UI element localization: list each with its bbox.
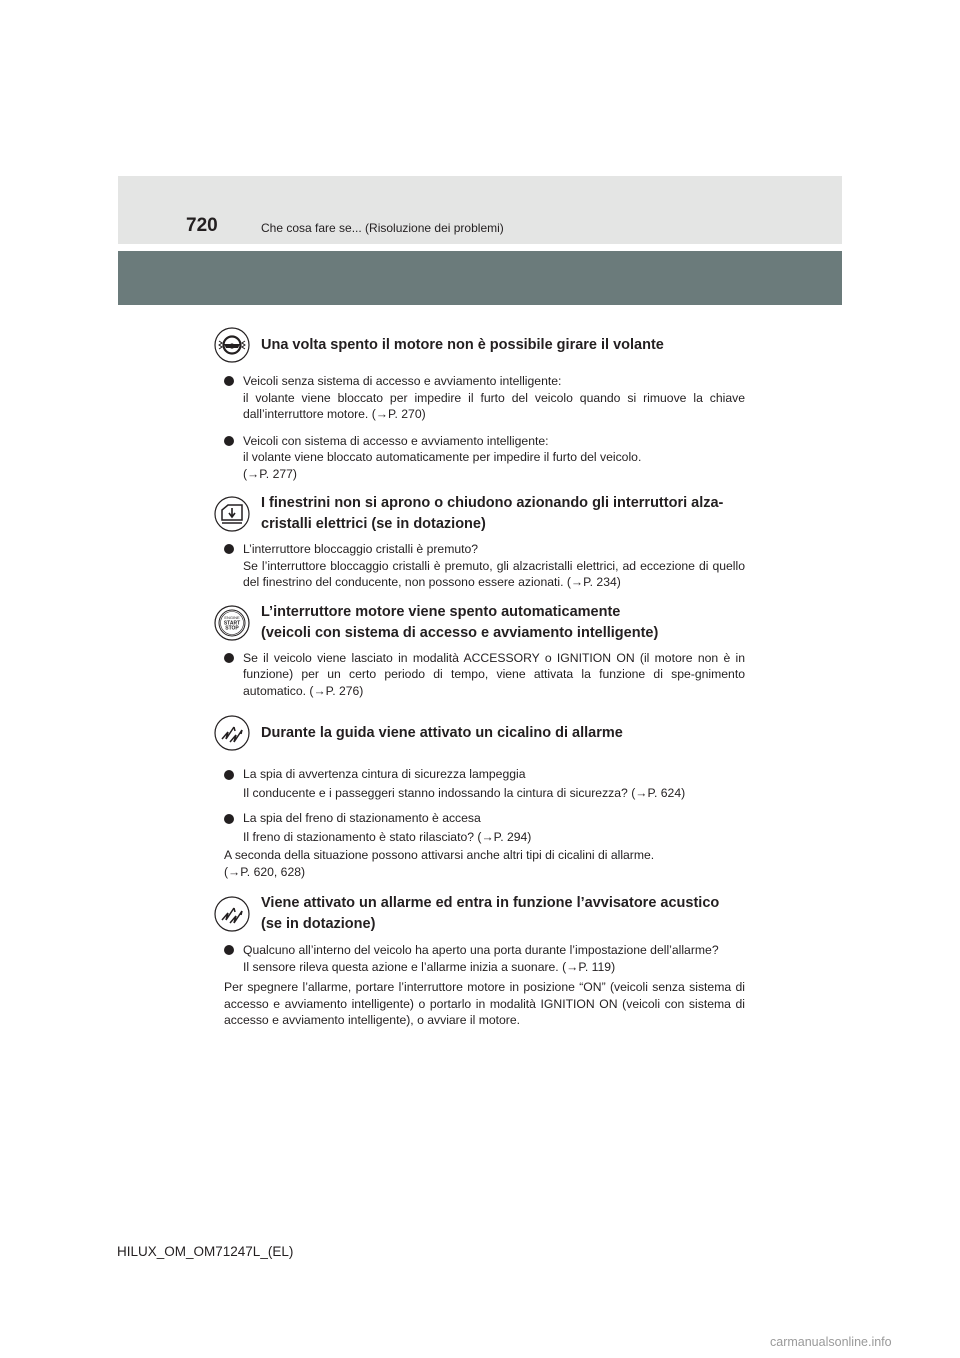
document-code: HILUX_OM_OM71247L_(EL) <box>117 1244 294 1259</box>
bullet-dot <box>224 770 234 780</box>
icon-label-stop: STOP <box>225 625 239 631</box>
section-alarm <box>214 892 745 1029</box>
bullet-item: Qualcuno all’interno del veicolo ha aperto una porta durante l’impostazione dell’allarme? Il sensore rileva questa azione e l’allarme inizia a suonare. (→P. 119) <box>214 942 745 975</box>
chapter-title: Che cosa fare se... (Risoluzione dei problemi) <box>261 221 504 235</box>
icon-label-start: START <box>223 620 241 626</box>
icon-label-engine: ENGINE <box>224 614 240 620</box>
note-paragraph: A seconda della situazione possono attivarsi anche altri tipi di cicalini di allarme. (→P. 620, 628) <box>224 848 655 879</box>
section-heading <box>214 323 745 367</box>
section-heading <box>214 711 745 755</box>
section-engine-switch <box>214 601 745 700</box>
steering-lock-icon <box>214 327 250 363</box>
section-windows <box>214 492 745 591</box>
engine-start-stop-icon <box>214 605 250 641</box>
bullet-item: L’interruttore bloccaggio cristalli è premuto? Se l’interruttore bloccaggio cristalli è premuto, gli alzacristalli elettrici, ad eccezione di quello del finestrino del conducente, non possono essere azionati. (→P. 234) <box>214 541 745 591</box>
bullet-dot <box>224 945 234 955</box>
bullet-item: Se il veicolo viene lasciato in modalità ACCESSORY o IGNITION ON (il motore non è in funzione) per un certo periodo di tempo, viene attivata la funzione di spe-gnimento automatico. (→P. 276) <box>214 650 745 700</box>
bullet-dot <box>224 376 234 386</box>
heading-text: Viene attivato un allarme ed entra in funzione l’avvisatore acustico (se in dotazione) <box>261 895 720 932</box>
bullet-item: Veicoli con sistema di accesso e avviamento intelligente: il volante viene bloccato automaticamente per impedire il furto del veicolo. (→P. 277) <box>214 433 745 483</box>
section-heading <box>214 492 745 536</box>
note-paragraph: Per spegnere l’allarme, portare l’interruttore motore in posizione “ON” (veicoli senza sistema di accesso e avviamento intelligente) o portarlo in modalità IGNITION ON (veicoli con sistema di accesso e avviamento intelligente), o avviare il motore. <box>224 980 745 1027</box>
heading-text: Una volta spento il motore non è possibile girare il volante <box>261 336 664 353</box>
page-content <box>214 323 745 1029</box>
heading-text: I finestrini non si aprono o chiudono azionando gli interruttori alza- cristalli elettrici (se in dotazione) <box>261 495 724 532</box>
alarm-sound-icon <box>214 715 250 751</box>
bullet-item: La spia del freno di stazionamento è accesa Il freno di stazionamento è stato rilasciato? (→P. 294) <box>214 809 745 847</box>
section-buzzer <box>214 711 745 880</box>
bullet-dot <box>224 436 234 446</box>
watermark: carmanualsonline.info <box>770 1335 892 1349</box>
heading-text: Durante la guida viene attivato un cicalino di allarme <box>261 724 623 741</box>
heading-text: L’interruttore motore viene spento automaticamente (veicoli con sistema di accesso e avviamento intelligente) <box>261 603 659 641</box>
bullet-dot <box>224 653 234 663</box>
bullet-item: Veicoli senza sistema di accesso e avviamento intelligente: il volante viene bloccato per impedire il furto del veicolo quando si rimuove la chiave dall’interruttore motore. (→P. 270) <box>214 373 745 423</box>
section-heading <box>214 601 745 645</box>
section-band <box>118 251 842 305</box>
bullet-item: La spia di avvertenza cintura di sicurezza lampeggia Il conducente e i passeggeri stanno indossando la cintura di sicurezza? (→P. 624) <box>214 765 745 803</box>
bullet-dot <box>224 544 234 554</box>
section-steering <box>214 323 745 482</box>
alarm-sound-icon <box>214 896 250 932</box>
bullet-dot <box>224 814 234 824</box>
window-switch-icon <box>214 496 250 532</box>
page-number: 720 <box>186 215 218 236</box>
section-heading <box>214 892 745 936</box>
